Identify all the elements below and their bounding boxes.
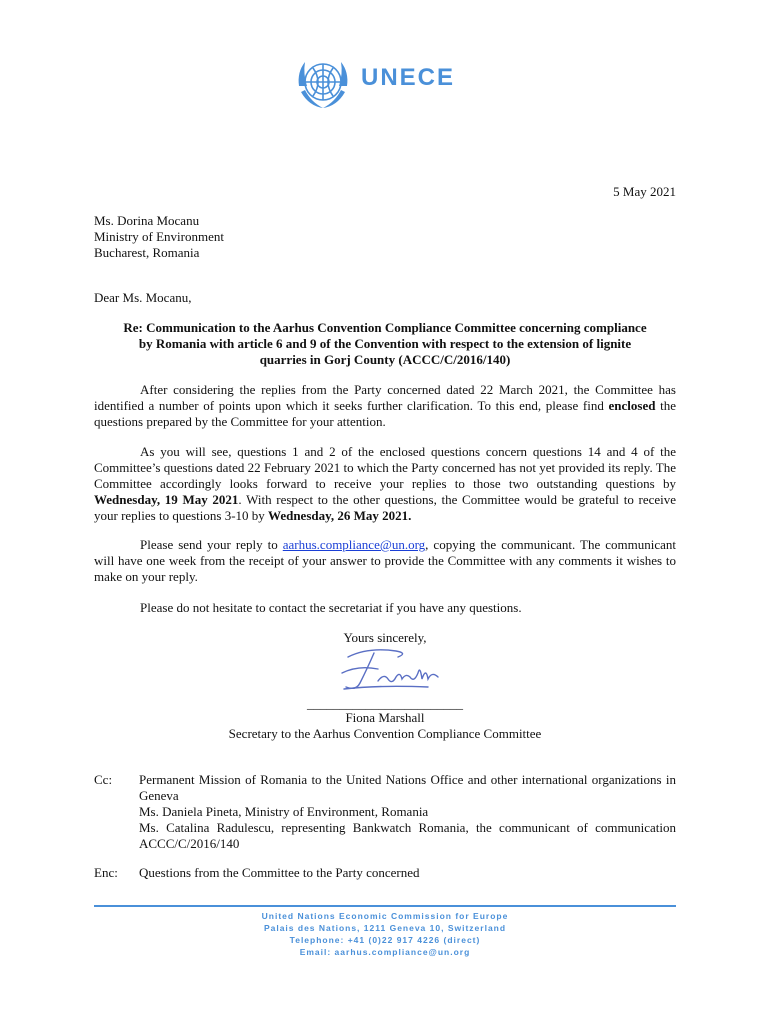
enc-text: Questions from the Committee to the Party concerned <box>139 865 420 880</box>
letter-date: 5 May 2021 <box>613 184 676 199</box>
footer <box>94 910 676 958</box>
footer-org: United Nations Economic Commission for Europe <box>261 911 509 921</box>
subject-line <box>94 320 676 368</box>
cc-label: Cc: <box>94 772 113 787</box>
paragraph-3 <box>94 537 676 585</box>
paragraph-1-bold: enclosed <box>608 398 656 413</box>
footer-address: Palais des Nations, 1211 Geneva 10, Switzerland <box>263 923 507 933</box>
org-name: UNECE <box>361 64 456 91</box>
subject-line-1: Re: Communication to the Aarhus Convention Compliance Committee concerning compliance <box>123 320 647 335</box>
deadline-2: Wednesday, 26 May 2021. <box>268 508 412 523</box>
recipient-ministry: Ministry of Environment <box>94 229 224 244</box>
subject-line-2: by Romania with article 6 and 9 of the Convention with respect to the extension of lignite <box>138 336 632 351</box>
un-emblem-icon <box>291 52 355 116</box>
paragraph-2-text: As you will see, questions 1 and 2 of the enclosed questions concern questions 14 and 4 of the Committee’s questions dated 22 February 2021 to which the Party concerned has not yet provided its reply. The Committee accordingly looks forward to receive your replies to those two outstanding questions by <box>94 444 676 491</box>
closing: Yours sincerely, <box>343 630 427 645</box>
recipient-name: Ms. Dorina Mocanu <box>94 213 200 228</box>
cc-item: Permanent Mission of Romania to the United Nations Office and other international organizations in Geneva <box>139 772 676 803</box>
email-link[interactable]: aarhus.compliance@un.org <box>282 537 426 552</box>
paragraph-2-mid: . With respect to the other questions, the Committee would be grateful to receive your replies to questions 3-10 by <box>94 492 677 523</box>
signatory-name: Fiona Marshall <box>345 710 425 725</box>
deadline-1: Wednesday, 19 May 2021 <box>94 492 239 507</box>
paragraph-4 <box>94 600 676 616</box>
paragraph-4-text: Please do not hesitate to contact the secretariat if you have any questions. <box>140 600 522 615</box>
signature-line: ________________________ <box>307 696 463 711</box>
salutation: Dear Ms. Mocanu, <box>94 290 192 305</box>
cc-list <box>139 772 676 852</box>
cc-item: Ms. Catalina Radulescu, representing Bankwatch Romania, the communicant of communication ACCC/C/2016/140 <box>139 820 676 851</box>
paragraph-1-end: the questions prepared by the Committee for your attention. <box>94 398 676 429</box>
paragraph-2 <box>94 444 676 524</box>
paragraph-1 <box>94 382 676 430</box>
subject-line-3: quarries in Gorj County (ACCC/C/2016/140) <box>259 352 511 367</box>
cc-item: Ms. Daniela Pineta, Ministry of Environment, Romania <box>139 804 429 819</box>
signatory-title: Secretary to the Aarhus Convention Compliance Committee <box>228 726 542 741</box>
signature-image <box>338 643 448 697</box>
footer-telephone: Telephone: +41 (0)22 917 4226 (direct) <box>289 935 481 945</box>
recipient-city: Bucharest, Romania <box>94 245 200 260</box>
footer-divider <box>94 905 676 907</box>
enc-label: Enc: <box>94 865 118 880</box>
unece-logo <box>291 52 491 116</box>
recipient-address <box>94 213 224 261</box>
paragraph-1-text: After considering the replies from the Party concerned dated 22 March 2021, the Committee has identified a number of points upon which it seeks further clarification. To this end, please find <box>94 382 676 413</box>
paragraph-3-end: , copying the communicant. The communicant will have one week from the receipt of your answer to provide the Committee with any comments it wishes to make on your reply. <box>94 537 676 584</box>
footer-email: Email: aarhus.compliance@un.org <box>299 947 471 957</box>
paragraph-3-text: Please send your reply to <box>140 537 283 552</box>
